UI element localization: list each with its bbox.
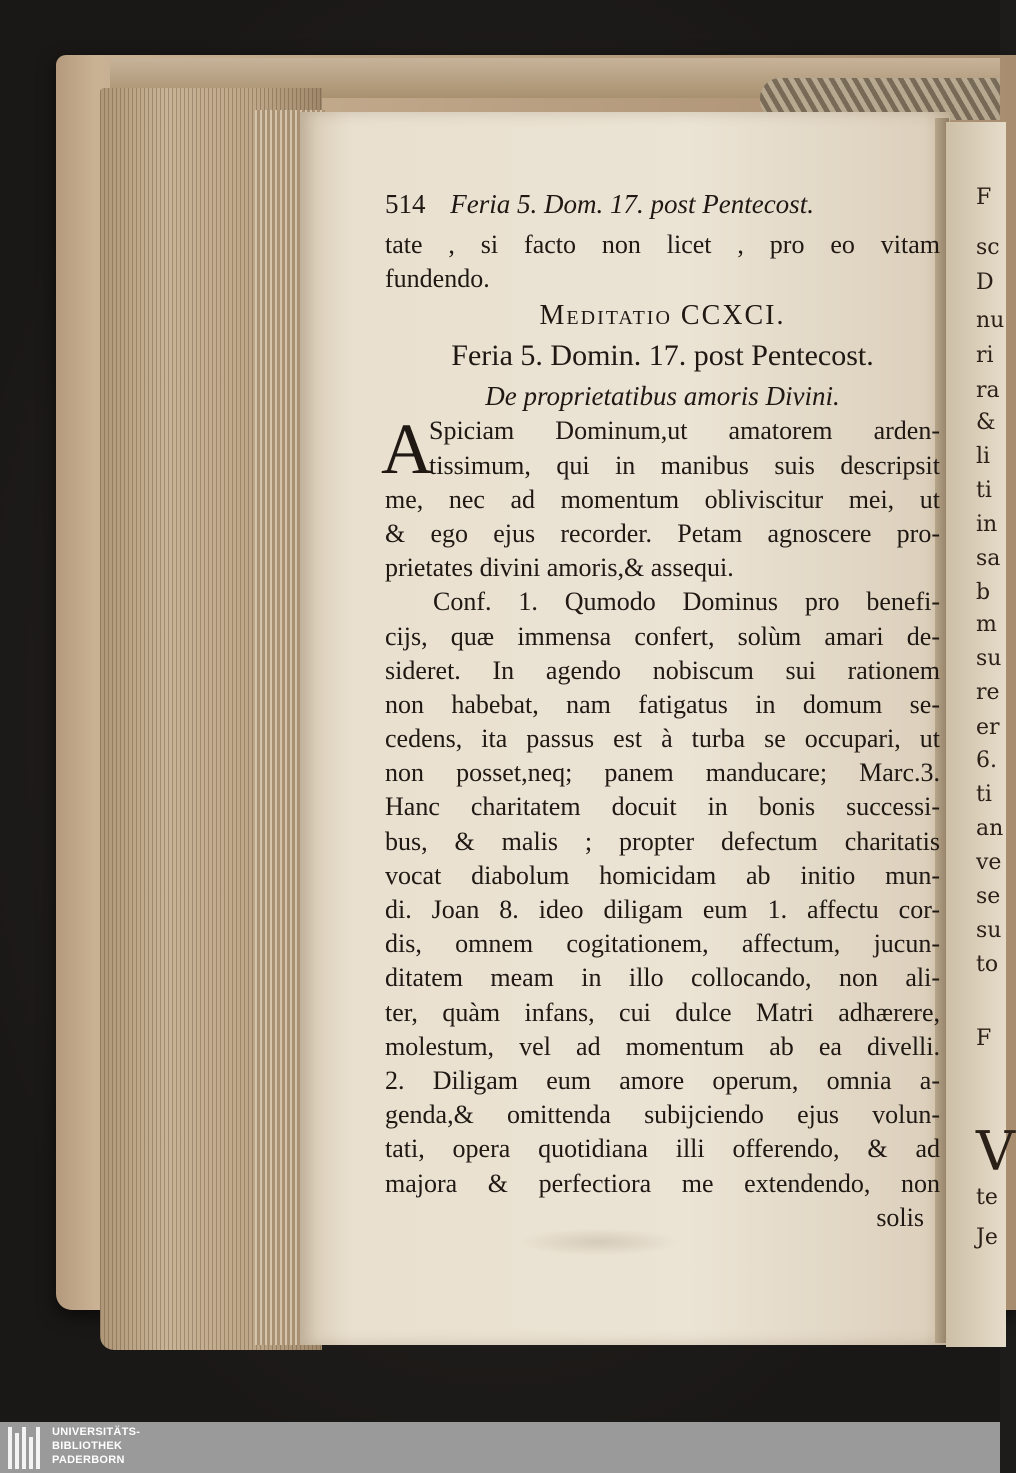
drop-cap: A: [381, 409, 433, 490]
library-name-line: BIBLIOTHEK: [52, 1440, 123, 1452]
facing-page-fragment: ri: [976, 343, 994, 368]
facing-page-fragment: te: [976, 1185, 998, 1210]
library-name-line: PADERBORN: [52, 1454, 125, 1466]
facing-page-fragment: nu: [976, 308, 1005, 333]
facing-page-fragment: an: [976, 816, 1004, 841]
body-line: majora & perfectiora me extendendo, non: [385, 1168, 940, 1198]
page-number: 514: [385, 189, 426, 219]
library-name: [52, 1425, 140, 1467]
body-text: [381, 409, 940, 1235]
facing-page-fragment: &: [976, 410, 996, 435]
facing-page-fragment: er: [976, 715, 1000, 740]
page-text: [381, 182, 940, 1235]
continuation-line: fundendo.: [385, 264, 490, 294]
facing-page-fragment: li: [976, 444, 991, 469]
body-line: cijs, quæ immensa confert, solùm amari de-: [385, 621, 940, 651]
facing-page-fragment: ti: [976, 478, 992, 503]
body-line: dis, omnem cogitationem, affectum, jucun-: [385, 929, 940, 959]
running-head-title: Feria 5. Dom. 17. post Pentecost.: [450, 189, 814, 219]
body-line: ditatem meam in illo collocando, non ali-: [385, 963, 940, 993]
body-line: molestum, vel ad momentum ab ea divelli.: [385, 1031, 940, 1061]
facing-page-fragment: F: [976, 1026, 992, 1051]
body-line: cedens, ita passus est à turba se occupari, ut: [385, 724, 940, 754]
facing-page-fragment: ve: [976, 850, 1002, 875]
body-line: prietates divini amoris,& assequi.: [385, 553, 734, 583]
facing-page-fragment: V: [976, 1120, 1015, 1183]
facing-page-fragment: 6.: [976, 748, 997, 773]
continuation-line: tate , si facto non licet , pro eo vitam: [385, 230, 940, 259]
body-line: di. Joan 8. ideo diligam eum 1. affectu cor-: [385, 895, 940, 924]
meditation-title: Meditatio CCXCI.: [539, 300, 786, 332]
facing-page-fragment: su: [976, 918, 1002, 943]
facing-page-fragment: D: [976, 270, 994, 295]
body-line: ter, quàm infans, cui dulce Matri adhærere,: [385, 997, 940, 1027]
facing-page-fragment: to: [976, 952, 999, 977]
body-line: tissimum, qui in manibus suis descripsit: [429, 450, 940, 480]
facing-page-fragment: re: [976, 680, 1000, 705]
library-logo-icon: [6, 1427, 44, 1469]
facing-page-fragment: Je: [976, 1225, 998, 1250]
facing-page-fragment: m: [976, 612, 997, 637]
body-line: Conf. 1. Qumodo Dominus pro benefi-: [433, 587, 940, 617]
footer-bar: [0, 1422, 1000, 1473]
library-name-line: UNIVERSITÄTS-: [52, 1426, 141, 1438]
facing-page-fragment: sc: [976, 235, 1000, 260]
body-line: non posset,neq; panem manducare; Marc.3.: [385, 758, 940, 788]
catchword: solis: [876, 1202, 924, 1232]
facing-page-fragment: su: [976, 646, 1002, 671]
facing-page-fragment: sa: [976, 546, 1001, 571]
body-line: sideret. In agendo nobiscum sui rationem: [385, 655, 940, 685]
body-line: bus, & malis ; propter defectum charitatis: [385, 826, 940, 856]
body-line: me, nec ad momentum obliviscitur mei, ut: [385, 484, 940, 514]
facing-page-fragment: se: [976, 884, 1001, 909]
facing-page-fragment: F: [976, 185, 992, 210]
feria-title: Feria 5. Domin. 17. post Pentecost.: [451, 339, 874, 373]
body-line: Hanc charitatem docuit in bonis successi-: [385, 792, 940, 822]
facing-page-fragment: b: [976, 580, 991, 605]
body-line: Spiciam Dominum,ut amatorem arden-: [429, 416, 940, 446]
facing-page: [946, 122, 1015, 1347]
facing-page-fragment: in: [976, 512, 998, 537]
body-line: genda,& omittenda subijciendo ejus volun-: [385, 1100, 940, 1130]
running-head: [385, 182, 940, 228]
body-line: vocat diabolum homicidam ab initio mun-: [385, 860, 940, 890]
meditation-subject: De proprietatibus amoris Divini.: [485, 381, 840, 412]
facing-page-fragment: ti: [976, 782, 992, 807]
body-line: 2. Diligam eum amore operum, omnia a-: [385, 1065, 940, 1095]
body-line: non habebat, nam fatigatus in domum se-: [385, 689, 940, 719]
facing-page-fragment: ra: [976, 378, 1000, 403]
body-line: tati, opera quotidiana illi offerendo, & ad: [385, 1134, 940, 1164]
body-line: & ego ejus recorder. Petam agnoscere pro-: [385, 518, 940, 548]
